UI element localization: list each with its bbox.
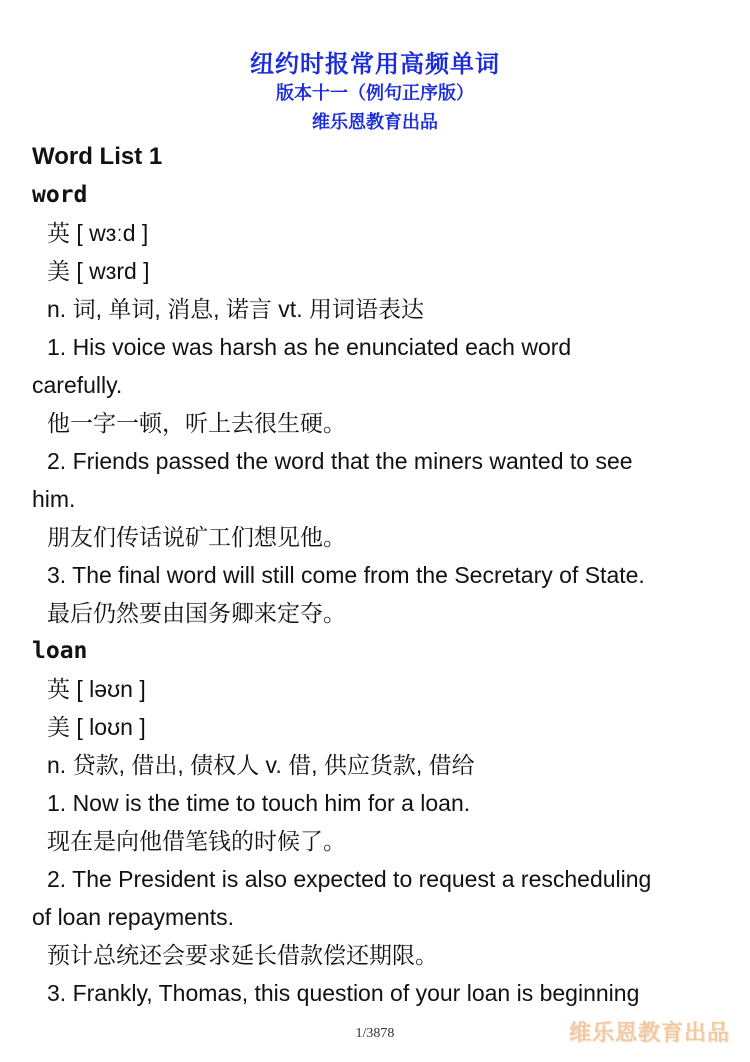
example-sentence: 3. The final word will still come from the Secretary of State. bbox=[47, 562, 645, 588]
watermark-logo: 维乐恩教育出品 bbox=[568, 1020, 730, 1045]
example-sentence-continued: carefully. bbox=[32, 372, 123, 398]
headword: loan bbox=[32, 638, 88, 664]
headword: word bbox=[32, 182, 88, 208]
definition: n. 词, 单词, 消息, 诺言 vt. 用词语表达 bbox=[47, 296, 424, 322]
document-publisher: 维乐恩教育出品 bbox=[312, 112, 438, 132]
example-translation: 预计总统还会要求延长借款偿还期限。 bbox=[47, 942, 438, 968]
example-sentence-continued: of loan repayments. bbox=[32, 904, 235, 930]
example-sentence: 2. Friends passed the word that the miners wanted to see bbox=[47, 448, 633, 474]
example-sentence: 3. Frankly, Thomas, this question of your loan is beginning bbox=[47, 980, 640, 1006]
example-translation: 他一字一顿，听上去很生硬。 bbox=[47, 410, 346, 436]
uk-pronunciation: 英 [ ləʊn ] bbox=[47, 676, 146, 702]
example-translation: 最后仍然要由国务卿来定夺。 bbox=[47, 600, 346, 626]
us-pronunciation: 美 [ wɜrd ] bbox=[47, 258, 150, 284]
example-sentence: 2. The President is also expected to request a rescheduling bbox=[47, 866, 652, 892]
example-translation: 现在是向他借笔钱的时候了。 bbox=[47, 828, 346, 854]
example-sentence: 1. His voice was harsh as he enunciated each word bbox=[47, 334, 572, 360]
example-sentence-continued: him. bbox=[32, 486, 76, 512]
page-number: 1/3878 bbox=[355, 1026, 395, 1041]
word-list-content bbox=[32, 138, 722, 1012]
word-list-title: Word List 1 bbox=[32, 143, 163, 170]
document-title: 纽约时报常用高频单词 bbox=[250, 51, 500, 78]
uk-pronunciation: 英 [ wɜːd ] bbox=[47, 220, 149, 246]
us-pronunciation: 美 [ loʊn ] bbox=[47, 714, 146, 740]
definition: n. 贷款, 借出, 债权人 v. 借, 供应货款, 借给 bbox=[47, 752, 475, 778]
example-translation: 朋友们传话说矿工们想见他。 bbox=[47, 524, 346, 550]
example-sentence: 1. Now is the time to touch him for a loan. bbox=[47, 790, 471, 816]
document-subtitle: 版本十一（例句正序版） bbox=[276, 83, 474, 103]
